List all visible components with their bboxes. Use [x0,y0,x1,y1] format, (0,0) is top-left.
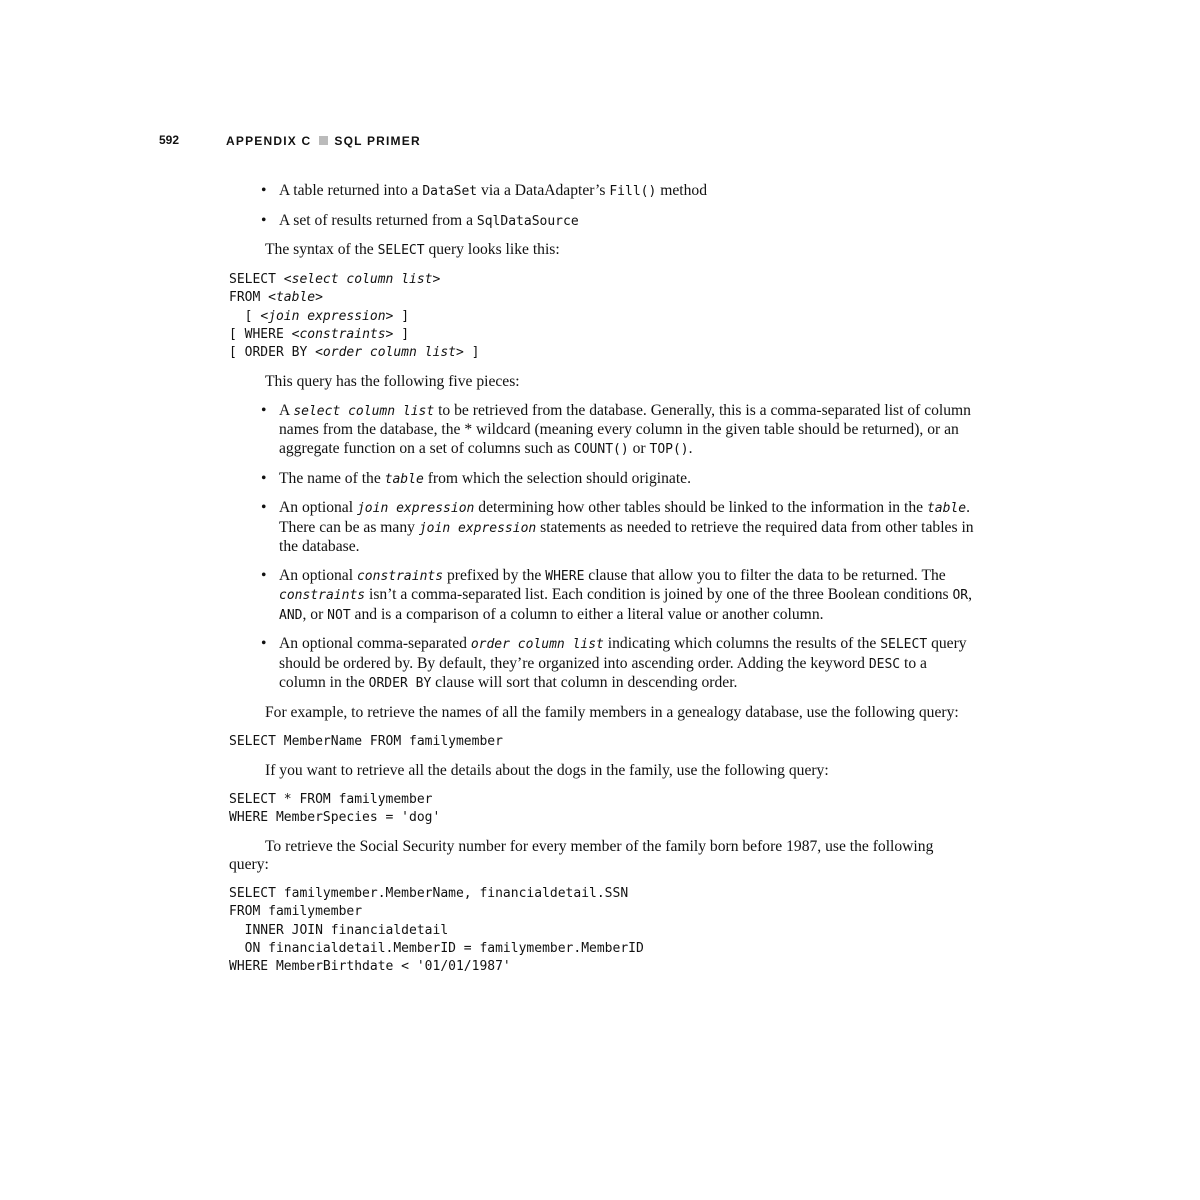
bullet-text: prefixed by the [443,566,546,584]
list-item [229,212,975,231]
bullet-text: The name of the [279,469,385,487]
running-title-appendix: APPENDIX C [226,134,312,148]
example2-intro-paragraph: If you want to retrieve all the details about the dogs in the family, use the following query: [265,761,829,779]
code-text: FROM [229,290,269,306]
inline-code: OR [952,588,969,604]
bullet-text: determining how other tables should be linked to the information in the [474,499,927,517]
list-item [229,402,975,459]
bullet-icon: • [261,566,267,584]
bullet-text: clause that allow you to filter the data to be returned. The [584,566,946,584]
list-item [229,635,975,693]
bullet-text: from which the selection should originate. [423,469,691,487]
bullet-text: clause will sort that column in descending order. [431,673,738,691]
bullet-text: . There can be as many [279,499,970,536]
bullet-icon: • [261,635,267,653]
syntax-intro-paragraph [229,241,975,260]
inline-code: WHERE [545,568,585,584]
bullet-text: or [628,439,650,457]
bullet-text: . [688,439,693,457]
example1-code-block: SELECT MemberName FROM familymember [229,733,503,749]
bullet-icon: • [261,402,267,420]
code-text: [ WHERE [229,326,292,342]
example1-intro-paragraph: For example, to retrieve the names of all the family members in a genealogy database, use the following query: [265,703,959,721]
inline-code: SqlDataSource [476,213,579,229]
pieces-bullet-list [229,402,975,693]
bullet-text: and is a comparison of a column to either a literal value or another column. [350,605,824,623]
inline-code: DataSet [422,184,478,199]
inline-code: AND [279,607,303,623]
code-text: SELECT [229,272,284,288]
bullet-text: An optional [279,499,357,517]
bullet-text: A set of results returned from a [279,211,477,229]
inline-code-italic: constraints [356,568,444,584]
code-text: ] [463,345,480,361]
running-title-chapter: SQL PRIMER [334,134,421,148]
bullet-icon: • [261,211,267,229]
bullet-text: indicating which columns the results of the [603,635,881,653]
example2-code-block: SELECT * FROM familymember WHERE MemberSpecies = 'dog' [229,791,441,825]
running-title [226,134,421,148]
pieces-intro-paragraph: This query has the following five pieces: [265,373,520,391]
code-text: ] [393,308,410,324]
inline-code: SELECT [377,243,425,259]
inline-code: ORDER BY [368,675,432,691]
code-text: [ ORDER BY [229,345,316,361]
list-item [229,182,975,201]
bullet-text: via a DataAdapter’s [477,182,610,199]
code-placeholder: <table> [268,290,323,306]
inline-code: COUNT() [573,441,629,457]
bullet-text: A [279,402,294,420]
inline-code: NOT [327,607,351,623]
syntax-code-block [229,271,975,362]
header-square-icon [319,136,328,145]
bullet-text: isn’t a comma-separated list. Each condition is joined by one of the three Boolean conditions [365,586,953,604]
code-text: ] [393,326,410,342]
bullet-icon: • [261,499,267,517]
code-text: [ [229,308,261,324]
code-placeholder: <join expression> [260,308,394,324]
inline-code-italic: table [384,471,424,487]
code-placeholder: <select column list> [283,272,441,288]
page-body [229,182,975,987]
bullet-text: method [656,182,708,199]
inline-code-italic: constraints [279,588,366,604]
bullet-text: to be retrieved from the database. Generally, this is a comma-separated list of column names from the database, the * wildcard (meaning every column in the given table should be returned), or an aggregate function on a set of columns such as [279,402,971,457]
intro-bullet-list [229,182,975,231]
bullet-text: , or [302,605,328,623]
page-number: 592 [159,133,180,147]
bullet-text: to a column in the [279,654,927,691]
inline-code: SELECT [880,637,928,653]
bullet-text: An optional [279,566,357,584]
bullet-text: statements as needed to retrieve the required data from other tables in the database. [279,518,974,556]
paragraph-text: query looks like this: [424,241,560,259]
bullet-text: query should be ordered by. By default, they’re organized into ascending order. Adding the keyword [279,635,967,672]
list-item [229,470,975,489]
bullet-text: A table returned into a [279,182,423,199]
example3-code-block: SELECT familymember.MemberName, financialdetail.SSN FROM familymember INNER JOIN financialdetail ON financialdetail.MemberID = familymember.MemberID WHERE MemberBirthdate < '01/01/1987' [229,885,644,975]
bullet-text: An optional comma-separated [279,635,471,653]
bullet-icon: • [261,182,267,199]
code-placeholder: <constraints> [291,326,394,342]
inline-code-italic: select column list [293,404,435,420]
inline-code-italic: order column list [470,637,604,653]
inline-code: Fill() [609,184,657,199]
bullet-text: , [968,586,973,604]
code-placeholder: <order column list> [315,345,464,361]
list-item [229,567,975,625]
example3-intro-paragraph: To retrieve the Social Security number for every member of the family born before 1987, use the following query: [229,837,934,874]
inline-code-italic: table [926,501,967,517]
inline-code: DESC [868,656,901,672]
list-item [229,499,975,556]
bullet-icon: • [261,469,267,487]
inline-code-italic: join expression [356,501,475,517]
paragraph-text: The syntax of the [265,241,378,259]
inline-code-italic: join expression [418,520,537,536]
inline-code: TOP() [649,441,689,457]
